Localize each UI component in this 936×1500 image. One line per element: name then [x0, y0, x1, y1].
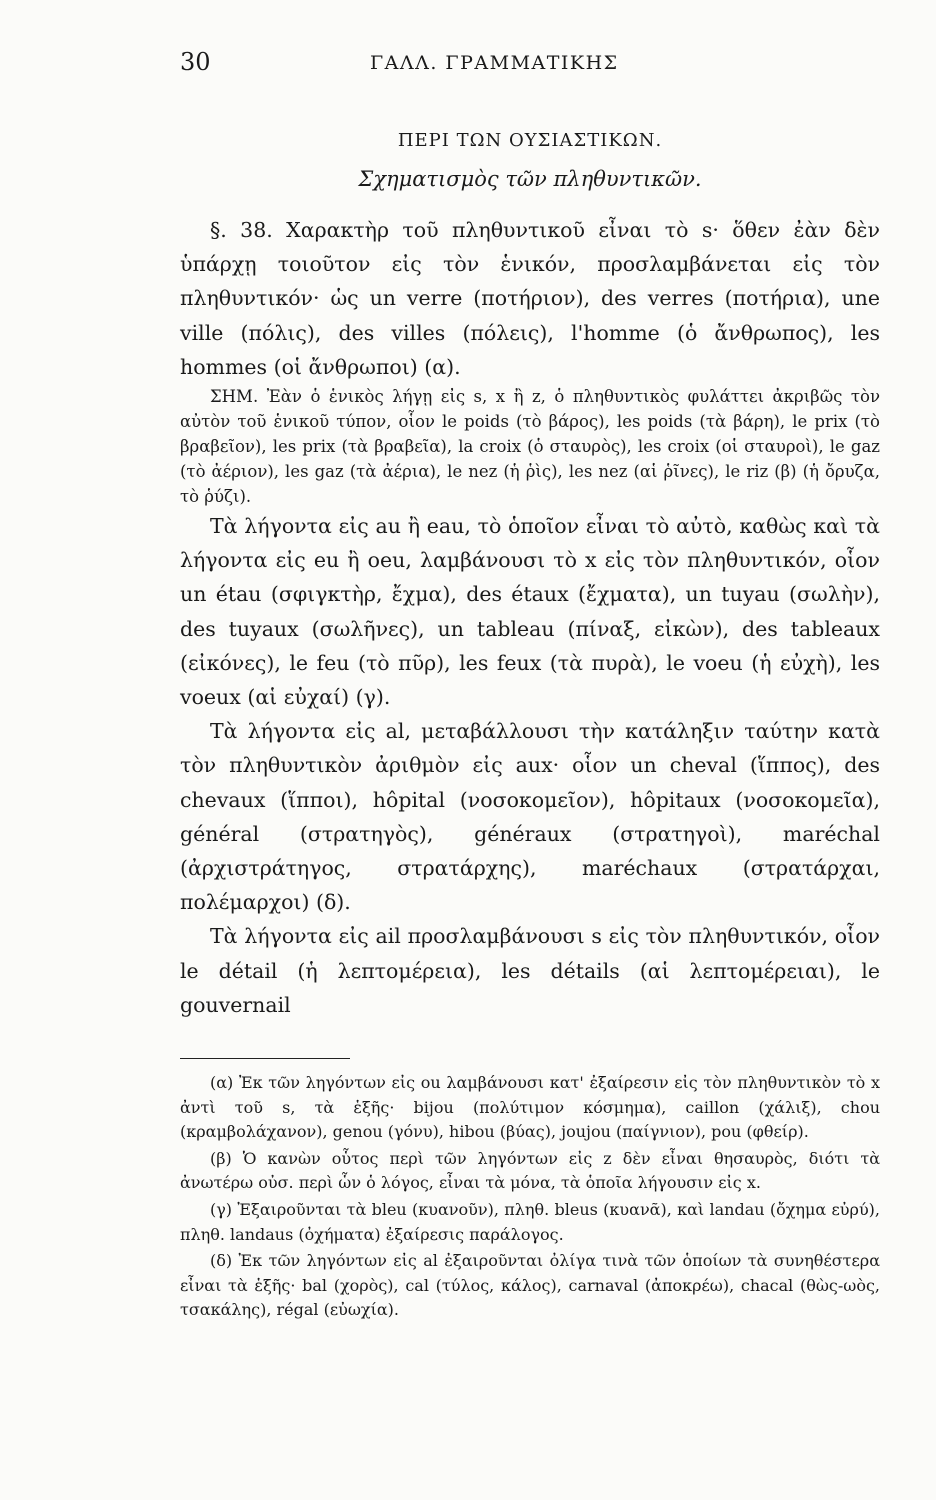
footnote-delta: (δ) Ἐκ τῶν ληγόντων εἰς al ἐξαιροῦνται ὀλίγα τινὰ τῶν ὁποίων τὰ συνηθέστερα εἶναι τὰ ἑξῆς· bal (χορὸς), cal (τύλος, κάλος), carnaval (ἀποκρέω), chacal (θὼς-ωὸς, τσακάλης), régal (εὐωχία).: [180, 1251, 880, 1320]
paragraph-38: §. 38. Χαρακτὴρ τοῦ πληθυντικοῦ εἶναι τὸ s· ὅθεν ἐὰν δὲν ὑπάρχῃ τοιοῦτον εἰς τὸν ἑνικόν, προσλαμβάνεται εἰς τὸν πληθυντικόν· ὡς un verre (ποτήριον), des verres (ποτήρια), une ville (πόλις), des villes (πόλεις), l'homme (ὁ ἄνθρωπος), les hommes (οἱ ἄνθρωποι) (α).: [180, 218, 880, 379]
section-title: ΠΕΡΙ ΤΩΝ ΟΥΣΙΑΣΤΙΚΩΝ.: [397, 130, 663, 151]
footnotes: [180, 1071, 880, 1323]
paragraph-ail: Τὰ λήγοντα εἰς ail προσλαμβάνουσι s εἰς τὸν πληθυντικόν, οἷον le détail (ἡ λεπτομέρεια), les détails (αἱ λεπτομέρειαι), le gouvernail: [180, 924, 880, 1017]
footnote-alpha: (α) Ἐκ τῶν ληγόντων εἰς ou λαμβάνουσι κατ' ἐξαίρεσιν εἰς τὸν πληθυντικὸν τὸ x ἀντὶ τοῦ s, τὰ ἑξῆς· bijou (πολύτιμον κόσμημα), caillon (χάλιξ), chou (κραμβολάχανον), genou (γόνυ), hibou (βύας), joujou (παίγνιον), pou (φθείρ).: [180, 1073, 880, 1142]
paragraph-au-eau: Τὰ λήγοντα εἰς au ἢ eau, τὸ ὁποῖον εἶναι τὸ αὐτὸ, καθὼς καὶ τὰ λήγοντα εἰς eu ἢ oeu, λαμβάνουσι τὸ x εἰς τὸν πληθυντικόν, οἷον un étau (σφιγκτὴρ, ἔχμα), des étaux (ἔχματα), un tuyau (σωλὴν), des tuyaux (σωλῆνες), un tableau (πίναξ, εἰκὼν), des tableaux (εἰκόνες), le feu (τὸ πῦρ), les feux (τὰ πυρὰ), le voeu (ἡ εὐχὴ), les voeux (αἱ εὐχαί) (γ).: [180, 514, 880, 710]
footnote-gamma: (γ) Ἐξαιροῦνται τὰ bleu (κυανοῦν), πληθ. bleus (κυανᾶ), καὶ landau (ὄχημα εὐρύ), πληθ. landaus (ὀχήματα) ἐξαίρεσις παράλογος.: [180, 1200, 880, 1244]
paragraph-al: Τὰ λήγοντα εἰς al, μεταβάλλουσι τὴν κατάληξιν ταύτην κατὰ τὸν πληθυντικὸν ἀριθμὸν εἰς aux· οἷον un cheval (ἵππος), des chevaux (ἵπποι), hôpital (νοσοκομεῖον), hôpitaux (νοσοκομεῖα), général (στρατηγὸς), généraux (στρατηγοὶ), maréchal (ἀρχιστράτηγος, στρατάρχης), maréchaux (στρατάρχαι, πολέμαρχοι) (δ).: [180, 719, 880, 915]
note-paragraph: ΣΗΜ. Ἐὰν ὁ ἑνικὸς λήγῃ εἰς s, x ἢ z, ὁ πληθυντικὸς φυλάττει ἀκριβῶς τὸν αὐτὸν τοῦ ἑνικοῦ τύπον, οἷον le poids (τὸ βάρος), les poids (τὰ βάρη), le prix (τὸ βραβεῖον), les prix (τὰ βραβεῖα), la croix (ὁ σταυρὸς), les croix (οἱ σταυροὶ), le gaz (τὸ ἀέριον), les gaz (τὰ ἀέρια), le nez (ἡ ῥὶς), les nez (αἱ ῥῖνες), le riz (β) (ἡ ὄρυζα, τὸ ῥύζι).: [180, 387, 880, 507]
page-number: 30: [180, 48, 211, 76]
body-text: [180, 213, 880, 1022]
running-head: ΓΑΛΛ. ΓΡΑΜΜΑΤΙΚΗΣ: [370, 52, 619, 74]
footnote-separator: [180, 1058, 350, 1059]
page-header: [180, 48, 880, 88]
footnote-beta: (β) Ὁ κανὼν οὗτος περὶ τῶν ληγόντων εἰς z δὲν εἶναι θησαυρὸς, διότι τὰ ἀνωτέρω οὐσ. περὶ ὧν ὁ λόγος, εἶναι τὰ μόνα, τὰ ὁποῖα λήγουσιν εἰς x.: [180, 1148, 880, 1193]
book-page: [180, 48, 880, 1325]
section-subtitle: Σχηματισμὸς τῶν πληθυντικῶν.: [358, 167, 702, 191]
